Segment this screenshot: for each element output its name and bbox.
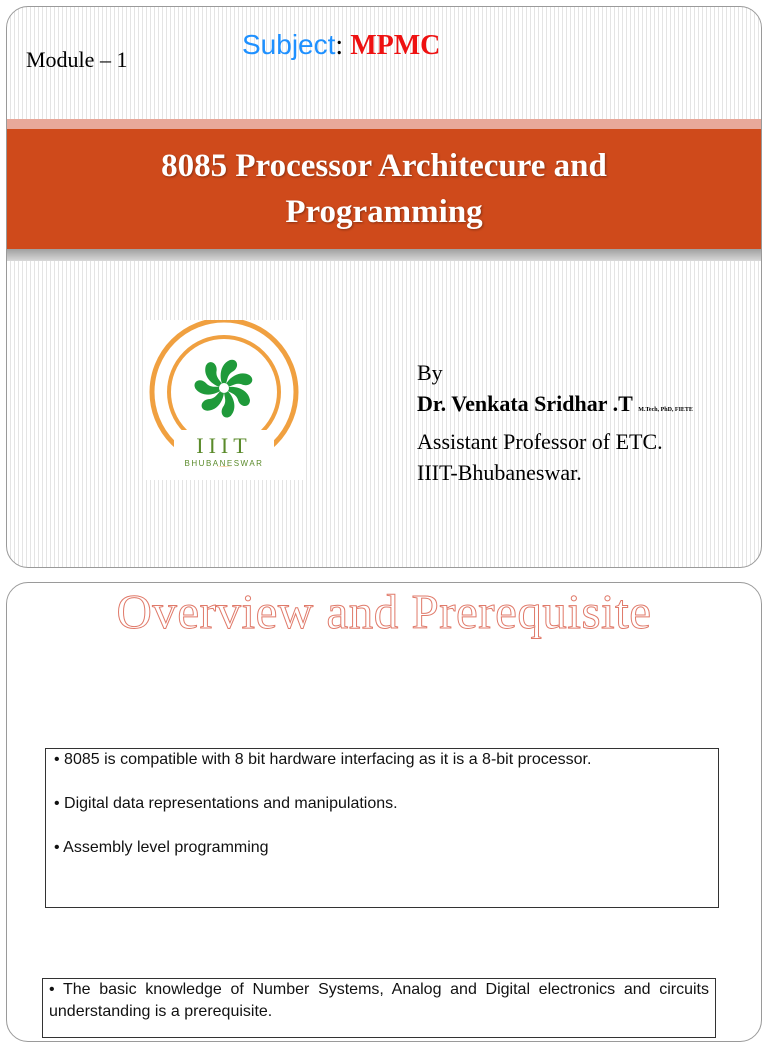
author-institute: IIIT-Bhubaneswar. — [417, 460, 582, 485]
slide-title-line2: Programming — [285, 194, 483, 230]
logo-subtext: BHUBANESWAR — [184, 459, 264, 468]
logo-text: IIIT — [196, 433, 252, 458]
overview-item: • 8085 is compatible with 8 bit hardware interfacing as it is a 8-bit processor. — [54, 751, 592, 768]
title-band-top-stripe — [7, 119, 761, 129]
subject-label: Subject — [242, 29, 336, 60]
author-designation: Assistant Professor of ETC. — [417, 429, 663, 454]
author-name-line — [417, 388, 693, 426]
overview-box — [45, 748, 719, 908]
author-block — [417, 357, 693, 488]
overview-item: • Digital data representations and manipulations. — [54, 795, 398, 812]
title-band-bottom-shadow — [7, 249, 761, 261]
iiit-logo — [144, 320, 304, 480]
subject-value: MPMC — [350, 30, 441, 61]
overview-slide — [6, 582, 762, 1042]
subject-heading — [242, 29, 440, 62]
overview-title: Overview and Prerequisite — [116, 584, 652, 639]
author-name: Dr. Venkata Sridhar .T — [417, 391, 633, 416]
overview-item: • Assembly level programming — [54, 839, 269, 856]
title-slide — [6, 6, 762, 568]
prerequisite-text: • The basic knowledge of Number Systems, Analog and Digital electronics and circuits understanding is a prerequisite. — [49, 981, 709, 1020]
iiit-logo-icon — [144, 320, 304, 480]
module-label: Module – 1 — [26, 47, 128, 72]
author-by: By — [417, 360, 443, 385]
subject-colon: : — [335, 30, 344, 61]
author-qualifications: M.Tech, PhD, FIETE — [638, 407, 693, 413]
slide-title-line1: 8085 Processor Architecure and — [161, 148, 607, 184]
slide-title — [64, 143, 704, 235]
title-band — [7, 129, 761, 249]
prerequisite-box — [42, 978, 716, 1038]
